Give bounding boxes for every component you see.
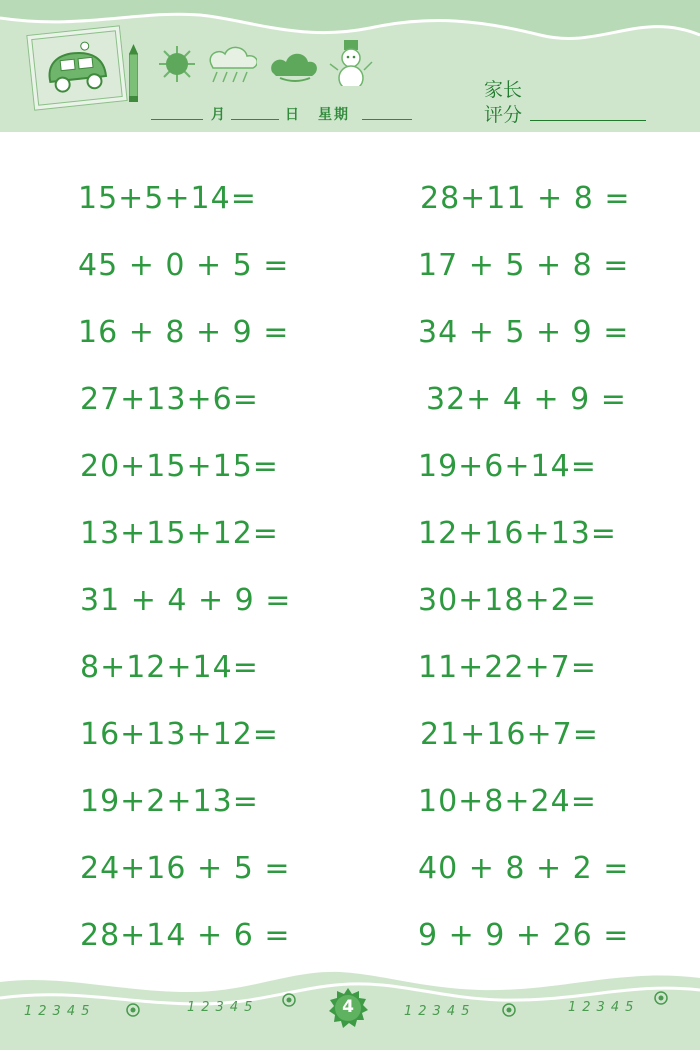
counting-numbers-1: 12345: [24, 1004, 96, 1019]
left-equation-11: 24+16 + 5 =: [80, 851, 291, 886]
right-equation-4: 32+ 4 + 9 =: [426, 382, 627, 417]
right-equation-10: 10+8+24=: [418, 784, 597, 819]
right-equation-7: 30+18+2=: [418, 583, 597, 618]
left-equation-6: 13+15+12=: [80, 516, 279, 551]
left-equation-9: 16+13+12=: [80, 717, 279, 752]
page-number: 4: [342, 997, 354, 1017]
parent-label: 家长: [484, 79, 523, 101]
right-equation-2: 17 + 5 + 8 =: [418, 248, 630, 283]
left-equation-10: 19+2+13=: [80, 784, 259, 819]
month-label: 月: [211, 107, 227, 123]
left-equation-4: 27+13+6=: [80, 382, 259, 417]
counting-numbers-4: 12345: [568, 1000, 640, 1015]
left-equation-3: 16 + 8 + 9 =: [78, 315, 290, 350]
month-blank[interactable]: [151, 119, 203, 120]
right-equation-8: 11+22+7=: [418, 650, 597, 685]
left-equation-7: 31 + 4 + 9 =: [80, 583, 292, 618]
day-blank[interactable]: [231, 119, 279, 120]
right-equation-11: 40 + 8 + 2 =: [418, 851, 630, 886]
car-drawing-icon: [26, 25, 127, 110]
snail-icon: [652, 988, 670, 1008]
day-label: 日: [285, 107, 301, 123]
counting-numbers-2: 12345: [187, 1000, 259, 1015]
pencil-icon: [129, 44, 138, 102]
rain-cloud-icon: [203, 40, 257, 88]
counting-numbers-3: 12345: [404, 1004, 476, 1019]
right-equation-12: 9 + 9 + 26 =: [418, 918, 630, 953]
right-equation-6: 12+16+13=: [418, 516, 617, 551]
left-equation-5: 20+15+15=: [80, 449, 279, 484]
right-equation-1: 28+11 + 8 =: [420, 181, 631, 216]
score-blank[interactable]: [530, 120, 646, 121]
left-equation-8: 8+12+14=: [80, 650, 259, 685]
page-number-badge: [328, 988, 368, 1028]
snail-icon: [280, 990, 298, 1010]
weekday-blank[interactable]: [362, 119, 412, 120]
weekday-label: 星期: [318, 107, 350, 123]
sun-icon: [150, 40, 204, 88]
snail-icon: [124, 1000, 142, 1020]
right-equation-5: 19+6+14=: [418, 449, 597, 484]
left-equation-12: 28+14 + 6 =: [80, 918, 291, 953]
score-label: 评分: [484, 104, 523, 126]
cloud-icon: [266, 40, 320, 88]
left-equation-2: 45 + 0 + 5 =: [78, 248, 290, 283]
right-equation-9: 21+16+7=: [420, 717, 599, 752]
snowman-icon: [326, 38, 380, 86]
snail-icon: [500, 1000, 518, 1020]
right-equation-3: 34 + 5 + 9 =: [418, 315, 630, 350]
header-band: [0, 0, 700, 132]
left-equation-1: 15+5+14=: [78, 181, 257, 216]
